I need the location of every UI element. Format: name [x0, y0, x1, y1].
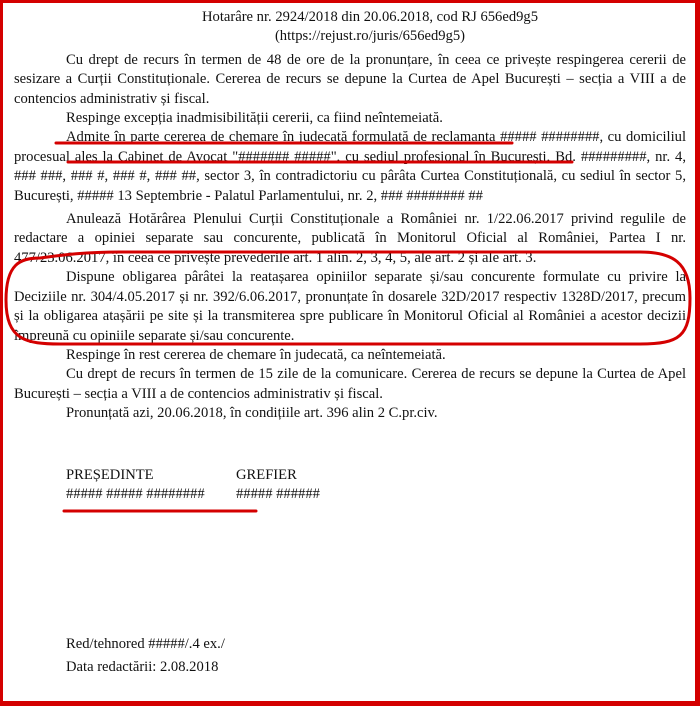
paragraph-anuleaza-hotararea: Anulează Hotărârea Plenului Curții Constituționale a României nr. 1/22.06.2017 privind regulile de redactare a opiniei separate sau concurente, publicată în Monitorul Oficial al României, Partea I nr. 477/23.06.2017, în ceea ce privește prevederile art. 1 alin. 2, 3, 4, 5, ale art. 2 și ale art. 3. [14, 211, 686, 266]
paragraph-recurs-sesizare: Cu drept de recurs în termen de 48 de ore de la pronunțare, în ceea ce privește respingerea cererii de sesizare a Curții Constituționale. Cererea de recurs se depune la Curtea de Apel București – secția a VIII a de contencios administrativ și fiscal. [14, 51, 686, 107]
document-title: Hotarâre nr. 2924/2018 din 20.06.2018, cod RJ 656ed9g5 [201, 9, 539, 25]
paragraph-dispune-obligarea: Dispune obligarea pârâtei la reatașarea opiniilor separate și/sau concurente formulate cu privire la Deciziile nr. 304/4.05.2017 și nr. 392/6.06.2017, pronunțate în dosarele 32D/2017 respectiv 1328D/2017, precum și la obligarea atașării pe site și la transmiterea spre publicare în Monitorul Oficial al României a acestor decizii împreună cu opiniile separate și/sau concurente. [14, 269, 686, 344]
paragraph-admite-in-parte: Admite în parte cererea de chemare în judecată formulată de reclamanta ##### ########, cu domiciliul procesual ales la Cabinet de Avocat "####### #####", cu sediul profesional în București, Bd. #########, nr. 4, ### ###, ### #, ### #, ### ##, sector 3, în contradictoriu cu pârâta Curtea Constituțională, cu sediul în sector 5, București, ##### 13 Septembrie - Palatul Parlamentului, nr. 2, ### ######## ## [14, 129, 686, 204]
grefier-title: GREFIER [236, 466, 297, 483]
document-page [14, 8, 686, 504]
document-header [14, 8, 686, 47]
paragraph-respinge-exceptia: Respinge excepția inadmisibilității cererii, ca fiind neîntemeiată. [66, 110, 443, 127]
redactare-info: Red/tehnored #####/.4 ex./ [66, 636, 225, 652]
paragraph-recurs-15-zile: Cu drept de recurs în termen de 15 zile de la comunicare. Cererea de recurs se depune la Curtea de Apel București – secția a VIII a de contencios administrativ și fiscal. [14, 366, 686, 402]
source-link[interactable]: (https://rejust.ro/juris/656ed9g5) [274, 28, 466, 45]
pronuntata-rest-text: în condițiile art. 396 alin 2 C.pr.civ. [226, 405, 438, 422]
presedinte-name: ##### ##### ######## [66, 485, 205, 502]
data-redactarii: Data redactării: 2.08.2018 [66, 659, 219, 675]
document-footer [66, 633, 225, 679]
pronuntata-date-text: Pronunțată azi, 20.06.2018, [66, 405, 227, 422]
grefier-name: ##### ###### [236, 485, 320, 502]
presedinte-title: PREȘEDINTE [66, 466, 154, 483]
paragraph-pronuntata [14, 404, 686, 423]
paragraph-respinge-in-rest: Respinge în rest cererea de chemare în judecată, ca neîntemeiată. [66, 346, 446, 363]
signature-block [14, 466, 686, 505]
